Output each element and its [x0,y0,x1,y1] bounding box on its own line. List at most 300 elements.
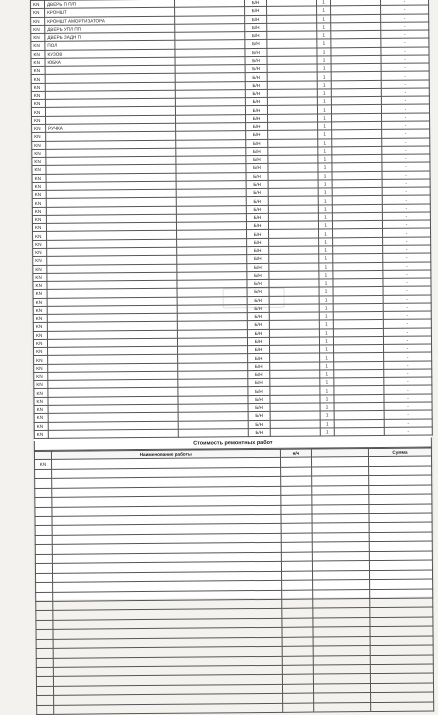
part-name: ПОЛ [45,41,175,50]
part-mark: - [383,311,431,320]
labor-header-desc: Наименование работы [51,449,280,459]
part-brand: KN [34,405,48,413]
labor-sum [370,607,433,617]
part-qty: 1 [318,171,332,179]
part-condition: Б/Н [245,106,267,114]
part-condition: Б/Н [247,304,269,312]
part-brand: KN [34,430,48,438]
labor-n [37,696,54,706]
part-mark: - [381,14,429,23]
labor-spacer [312,523,369,533]
labor-hours [282,693,314,703]
part-brand: KN [33,281,47,289]
part-brand: KN [34,414,48,422]
part-brand: KN [33,257,47,265]
part-name: РУЧКА [46,123,176,132]
part-condition: Б/Н [247,337,269,345]
part-qty: 1 [317,105,331,113]
part-condition: Б/Н [248,362,270,370]
labor-sum [369,485,432,495]
part-condition: Б/Н [246,213,268,221]
part-mark: - [382,187,430,196]
part-mark: - [384,361,432,370]
labor-spacer [314,674,371,684]
part-name: ЮБКА [45,57,175,66]
part-mark: - [381,88,429,97]
part-condition: Б/Н [247,321,269,329]
part-qty: 1 [319,238,333,246]
labor-sum [369,466,432,476]
part-condition: Б/Н [245,56,267,64]
part-qty: 1 [319,295,333,303]
part-brand: KN [32,166,46,174]
labor-spacer [313,627,370,637]
labor-n [36,620,53,630]
part-mark: - [382,195,430,204]
part-mark: - [383,262,431,271]
labor-n [35,469,52,479]
part-qty: 1 [317,6,331,14]
labor-spacer [313,636,370,646]
part-condition: Б/Н [246,164,268,172]
labor-sum [370,673,433,683]
part-name [48,429,178,438]
part-mark: - [382,220,430,229]
labor-hours [282,684,314,694]
part-brand: KN [32,207,46,215]
part-condition: Б/Н [246,122,268,130]
part-brand: KN [33,306,47,314]
part-condition: Б/Н [245,89,267,97]
part-mark: - [384,402,432,411]
part-brand: KN [32,190,46,198]
part-qty: 1 [317,47,331,55]
part-brand: KN [32,215,46,223]
part-qty: 1 [318,122,332,130]
part-brand: KN [33,323,47,331]
part-mark: - [381,55,429,64]
part-brand: KN [33,331,47,339]
part-brand: KN [34,397,48,405]
part-qty: 1 [320,378,334,386]
labor-n [36,582,53,592]
labor-sum [369,513,432,523]
part-qty: 1 [318,180,332,188]
part-condition: Б/Н [245,7,267,15]
part-condition: Б/Н [246,222,268,230]
part-condition: Б/Н [248,428,270,436]
labor-sum [370,598,433,608]
labor-spacer [312,485,369,495]
labor-hours [281,486,313,496]
part-condition: Б/Н [248,403,270,411]
part-condition: Б/Н [247,255,269,263]
part-brand: KN [32,182,46,190]
part-brand: KN [31,25,45,33]
part-qty: 1 [319,328,333,336]
part-name: ДВЕРЬ П П/П [45,0,175,9]
part-condition: Б/Н [248,412,270,420]
part-mark: - [380,0,428,6]
part-qty: 1 [320,362,334,370]
part-qty: 1 [317,64,331,72]
part-brand: KN [32,149,46,157]
labor-header-sum: Сумма [368,448,431,457]
part-mark: - [381,71,429,80]
part-condition: Б/Н [246,172,268,180]
labor-spacer [313,570,370,580]
part-qty: 1 [317,23,331,31]
part-qty: 1 [320,386,334,394]
part-qty: 1 [317,31,331,39]
part-mark: - [382,162,430,171]
part-mark: - [382,146,430,155]
labor-header-n [34,451,51,459]
part-condition: Б/Н [248,420,270,428]
labor-spacer [313,580,370,590]
labor-sum [370,626,433,636]
part-condition: Б/Н [248,346,270,354]
part-mark: - [383,303,431,312]
part-brand: KN [31,83,45,91]
part-brand: KN [31,58,45,66]
part-brand: KN [34,364,48,372]
part-condition: Б/Н [245,98,267,106]
part-condition: Б/Н [245,65,267,73]
part-qty: 1 [318,130,332,138]
part-condition: Б/Н [247,230,269,238]
part-qty: 1 [320,403,334,411]
part-qty: 1 [319,229,333,237]
labor-sum [370,589,433,599]
labor-sum [369,522,432,532]
part-brand: KN [32,116,46,124]
labor-n [36,630,53,640]
part-mark: - [384,385,432,394]
part-qty: 1 [319,279,333,287]
part-brand: KN [32,199,46,207]
part-brand: KN [33,314,47,322]
part-brand: KN [32,174,46,182]
labor-hours [281,571,313,581]
part-qty: 1 [318,196,332,204]
labor-sum [370,664,433,674]
labor-hours [282,665,314,675]
labor-hours [281,533,313,543]
part-condition: Б/Н [246,131,268,139]
part-code [178,428,248,437]
part-name: КРОНШТ [45,8,175,17]
labor-n [36,573,53,583]
part-mark: - [381,104,429,113]
labor-spacer [313,655,370,665]
labor-sum [369,494,432,504]
labor-hours [281,599,313,609]
part-mark: - [383,295,431,304]
part-name: КУЗОВ [45,49,175,58]
labor-sum [370,645,433,655]
labor-hours [281,552,313,562]
part-mark: - [384,344,432,353]
labor-n: KN [35,460,52,470]
labor-hours [281,542,313,552]
labor-sum [369,504,432,514]
part-condition: Б/Н [248,395,270,403]
part-condition: Б/Н [246,147,268,155]
labor-sum [369,560,432,570]
labor-spacer [312,457,369,467]
labor-hours [281,580,313,590]
part-qty: 1 [317,14,331,22]
labor-n [35,535,52,545]
part-brand: KN [33,248,47,256]
labor-hours [282,674,314,684]
labor-sum [369,475,432,485]
part-condition: Б/Н [246,139,268,147]
part-qty: 1 [319,320,333,328]
part-qty: 1 [320,411,334,419]
labor-sum [370,579,433,589]
part-condition: Б/Н [246,114,268,122]
part-qty: 1 [319,304,333,312]
part-condition: Б/Н [247,271,269,279]
part-condition: Б/Н [246,197,268,205]
part-mark: - [384,352,432,361]
labor-hours [280,457,312,467]
part-sum [334,427,384,436]
part-qty: 1 [320,395,334,403]
part-brand: KN [31,17,45,25]
part-brand: KN [31,33,45,41]
part-mark: - [384,419,432,428]
labor-n [36,667,53,677]
labor-spacer [313,617,370,627]
part-qty: 1 [320,345,334,353]
part-brand: KN [33,339,47,347]
labor-n [35,564,52,574]
labor-table-body [35,456,434,714]
part-mark: - [382,179,430,188]
labor-spacer [313,551,370,561]
part-mark: - [384,394,432,403]
part-qty: 1 [320,370,334,378]
part-condition: Б/Н [245,81,267,89]
part-brand: KN [31,100,45,108]
part-qty: 1 [318,205,332,213]
labor-spacer [312,532,369,542]
labor-hours [281,590,313,600]
labor-sum [371,692,434,702]
labor-spacer [312,466,369,476]
part-qty: 1 [319,312,333,320]
part-name: ДВЕРЬ ЗАДН П [45,32,175,41]
part-name: ДВЕРЬ УПЛ ПП [45,24,175,33]
part-brand: KN [34,389,48,397]
part-brand: KN [33,240,47,248]
part-condition: Б/Н [247,263,269,271]
part-condition: Б/Н [247,246,269,254]
part-mark: - [381,22,429,31]
labor-sum [371,702,434,712]
part-mark: - [383,270,431,279]
part-qty: 1 [317,97,331,105]
labor-n [35,479,52,489]
part-qty: 1 [318,188,332,196]
part-brand: KN [33,298,47,306]
labor-n [35,526,52,536]
part-brand: KN [33,232,47,240]
part-qty: 1 [320,428,334,436]
part-condition: Б/Н [248,379,270,387]
labor-n [35,488,52,498]
part-qty: 1 [317,39,331,47]
part-qty: 1 [319,337,333,345]
part-qty: 1 [319,254,333,262]
part-mark: - [384,410,432,419]
part-price [270,428,320,437]
part-mark: - [383,228,431,237]
part-mark: - [382,113,430,122]
part-brand: KN [33,290,47,298]
part-mark: - [382,204,430,213]
labor-spacer [313,561,370,571]
part-brand: KN [33,265,47,273]
labor-hours [282,637,314,647]
part-condition: Б/Н [247,296,269,304]
labor-hours [280,476,312,486]
labor-n [35,507,52,517]
labor-hours [282,627,314,637]
part-condition: Б/Н [247,329,269,337]
part-mark: - [382,154,430,163]
labor-n [36,648,53,658]
labor-sum [368,456,431,466]
labor-n [35,554,52,564]
part-qty: 1 [318,155,332,163]
part-condition: Б/Н [245,40,267,48]
labor-hours [282,618,314,628]
part-condition: Б/Н [248,387,270,395]
labor-hours [282,646,314,656]
part-qty: 1 [318,163,332,171]
labor-spacer [312,476,369,486]
part-mark: - [383,336,431,345]
part-mark: - [381,30,429,39]
part-brand: KN [31,9,45,17]
part-qty: 1 [316,0,330,6]
part-condition: Б/Н [247,313,269,321]
part-mark: - [382,121,430,130]
part-brand: KN [31,91,45,99]
part-condition: Б/Н [245,48,267,56]
part-mark: - [384,427,432,436]
part-mark: - [382,171,430,180]
labor-sum [370,683,433,693]
labor-section-title: Стоимость ремонтных работ [34,438,432,451]
part-qty: 1 [317,56,331,64]
labor-n [36,658,53,668]
labor-hours [282,703,314,713]
labor-sum [370,655,433,665]
labor-header-hours: н/ч [280,449,312,458]
part-mark: - [383,237,431,246]
labor-sum [370,617,433,627]
labor-n [36,601,53,611]
labor-n [36,677,53,687]
labor-n [36,611,53,621]
part-condition: Б/Н [246,189,268,197]
part-mark: - [383,245,431,254]
part-condition: Б/Н [248,354,270,362]
scanned-estimate-page [30,0,433,600]
part-mark: - [382,129,430,138]
part-brand: KN [31,50,45,58]
part-brand: KN [31,108,45,116]
labor-spacer [313,646,370,656]
labor-spacer [314,693,371,703]
part-mark: - [382,138,430,147]
part-qty: 1 [320,419,334,427]
part-qty: 1 [317,89,331,97]
part-condition: Б/Н [245,23,267,31]
part-brand: KN [34,372,48,380]
part-condition: Б/Н [247,279,269,287]
part-brand: KN [32,133,46,141]
part-mark: - [383,286,431,295]
part-brand: KN [32,157,46,165]
part-brand: KN [33,273,47,281]
part-condition: Б/Н [247,288,269,296]
labor-n [35,545,52,555]
part-mark: - [381,47,429,56]
labor-spacer [312,542,369,552]
part-mark: - [383,253,431,262]
labor-sum [369,541,432,551]
labor-sum [370,636,433,646]
part-brand: KN [31,0,45,8]
part-qty: 1 [319,271,333,279]
part-mark: - [384,377,432,386]
labor-n [35,497,52,507]
part-mark: - [383,319,431,328]
labor-spacer [312,504,369,514]
part-brand: KN [34,348,48,356]
labor-hours [281,523,313,533]
labor-spacer [314,702,371,712]
labor-spacer [314,683,371,693]
part-brand: KN [34,381,48,389]
part-condition: Б/Н [247,238,269,246]
part-mark: - [381,63,429,72]
part-brand: KN [34,356,48,364]
part-brand: KN [31,75,45,83]
part-qty: 1 [317,81,331,89]
part-brand: KN [31,66,45,74]
labor-sum [369,551,432,561]
part-condition: Б/Н [246,155,268,163]
part-mark: - [381,38,429,47]
part-condition: Б/Н [246,205,268,213]
part-condition: Б/Н [245,73,267,81]
labor-sum [369,570,432,580]
part-qty: 1 [319,287,333,295]
labor-n [36,639,53,649]
part-condition: Б/Н [245,15,267,23]
part-qty: 1 [319,262,333,270]
part-mark: - [382,212,430,221]
part-condition: Б/Н [248,370,270,378]
labor-hours [281,561,313,571]
